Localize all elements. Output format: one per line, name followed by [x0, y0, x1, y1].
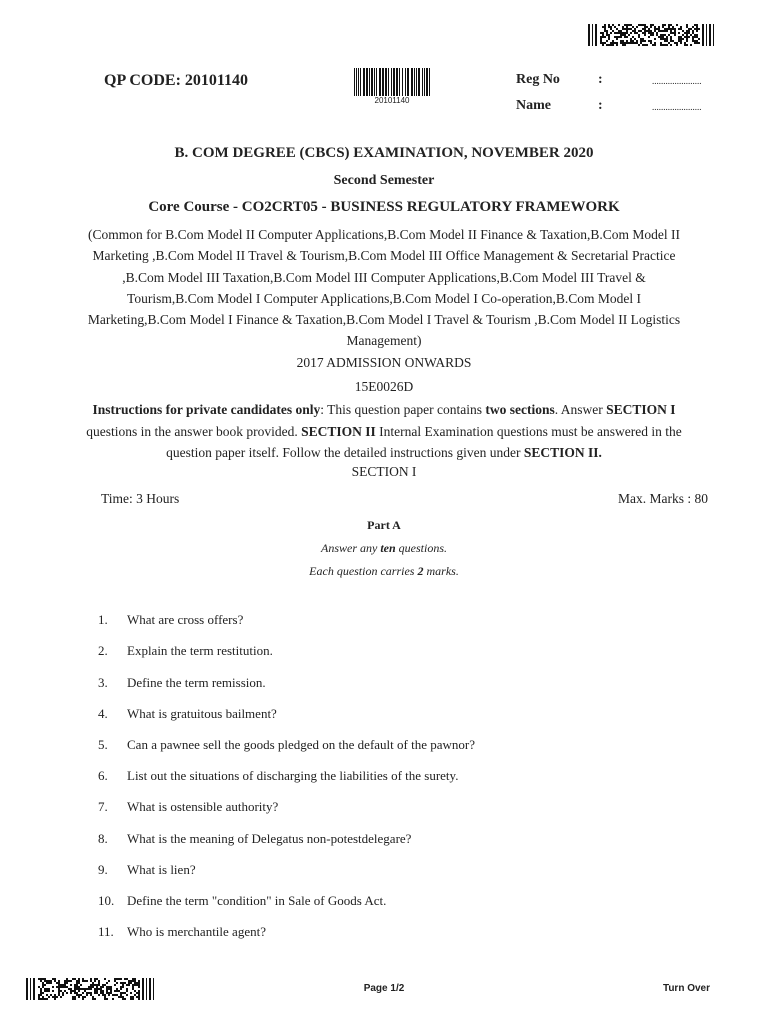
exam-title: B. COM DEGREE (CBCS) EXAMINATION, NOVEMBER 2020 — [174, 145, 594, 161]
qp-barcode — [354, 68, 430, 96]
note-text: questions. — [395, 541, 447, 555]
question-number: 10. — [98, 893, 115, 908]
name-field[interactable]: ...................... — [652, 102, 702, 112]
name-colon: : — [598, 98, 603, 113]
note-bold: ten — [380, 541, 396, 555]
question-number: 6. — [98, 768, 108, 783]
reg-no-label: Reg No — [516, 72, 560, 87]
question-number: 3. — [98, 675, 108, 690]
page-number: Page 1/2 — [363, 983, 405, 994]
note-bold: 2 — [417, 564, 424, 578]
question-text: What are cross offers? — [127, 612, 244, 627]
note-text: marks. — [423, 564, 459, 578]
qp-barcode-number: 20101140 — [374, 96, 410, 105]
instruction-text: . Answer — [554, 402, 607, 417]
instruction-text: question paper itself. Follow the detailed instructions given under — [166, 445, 524, 460]
part-instruction-2 — [0, 564, 768, 579]
question-text: Can a pawnee sell the goods pledged on the default of the pawnor? — [127, 737, 475, 752]
instruction-bold: SECTION I — [606, 402, 676, 417]
question-text: Who is merchantile agent? — [127, 924, 266, 939]
bottom-left-barcode — [26, 978, 156, 1000]
common-line: Marketing,B.Com Model I Finance & Taxation,B.Com Model I Travel & Tourism ,B.Com Model II Logistics — [87, 312, 681, 328]
question-text: What is the meaning of Delegatus non-potestdelegare? — [127, 831, 412, 846]
name-label: Name — [516, 98, 551, 113]
question-number: 5. — [98, 737, 108, 752]
admission-note: 2017 ADMISSION ONWARDS — [296, 355, 472, 370]
part-title: Part A — [367, 518, 401, 532]
question-text: Explain the term restitution. — [127, 643, 273, 658]
qp-code: QP CODE: 20101140 — [104, 72, 249, 89]
question-number: 7. — [98, 799, 108, 814]
reg-no-colon: : — [598, 72, 603, 87]
common-line: Management) — [346, 333, 422, 349]
common-line: Marketing ,B.Com Model II Travel & Tourism,B.Com Model III Office Management & Secretarial Practice — [92, 248, 676, 264]
note-text: Each question carries — [309, 564, 418, 578]
instruction-bold: Instructions for private candidates only — [92, 402, 321, 417]
max-marks: Max. Marks : 80 — [618, 491, 708, 506]
instruction-line — [64, 442, 704, 464]
instruction-bold: SECTION II. — [523, 445, 602, 460]
note-text: Answer any — [320, 541, 381, 555]
part-instruction-1 — [0, 541, 768, 556]
question-number: 4. — [98, 706, 108, 721]
question-text: What is lien? — [127, 862, 196, 877]
course-title: Core Course - CO2CRT05 - BUSINESS REGULATORY FRAMEWORK — [148, 199, 620, 215]
question-number: 2. — [98, 643, 108, 658]
top-right-barcode — [588, 24, 716, 46]
section-heading: SECTION I — [351, 464, 417, 479]
instruction-text: questions in the answer book provided. — [86, 423, 302, 439]
paper-code: 15E0026D — [354, 379, 414, 394]
question-number: 1. — [98, 612, 108, 627]
instruction-bold: SECTION II — [301, 423, 376, 439]
question-number: 8. — [98, 831, 108, 846]
turn-over-note: Turn Over — [662, 983, 710, 994]
common-line: (Common for B.Com Model II Computer Applications,B.Com Model II Finance & Taxation,B.Com Model II — [87, 227, 680, 242]
question-number: 9. — [98, 862, 108, 877]
common-line: Tourism,B.Com Model I Computer Applications,B.Com Model I Co-operation,B.Com Model I — [127, 290, 641, 306]
instruction-bold: two sections — [485, 402, 555, 417]
time-allowed: Time: 3 Hours — [101, 491, 180, 506]
question-text: What is gratuitous bailment? — [127, 706, 277, 721]
question-text: Define the term "condition" in Sale of Goods Act. — [127, 893, 387, 908]
instruction-line — [64, 421, 704, 443]
reg-no-field[interactable]: ...................... — [652, 76, 702, 86]
question-text: List out the situations of discharging the liabilities of the surety. — [127, 768, 459, 783]
instruction-line — [64, 399, 704, 421]
common-line: ,B.Com Model III Taxation,B.Com Model III Computer Applications,B.Com Model III Travel & — [122, 269, 646, 285]
question-number: 11. — [98, 924, 114, 939]
instructions — [64, 399, 704, 464]
instruction-text: Internal Examination questions must be answered in the — [375, 423, 682, 439]
semester-title: Second Semester — [333, 173, 435, 188]
question-text: What is ostensible authority? — [127, 799, 279, 814]
question-text: Define the term remission. — [127, 675, 266, 690]
instruction-text: : This question paper contains — [320, 402, 486, 417]
common-for-note — [64, 224, 704, 352]
